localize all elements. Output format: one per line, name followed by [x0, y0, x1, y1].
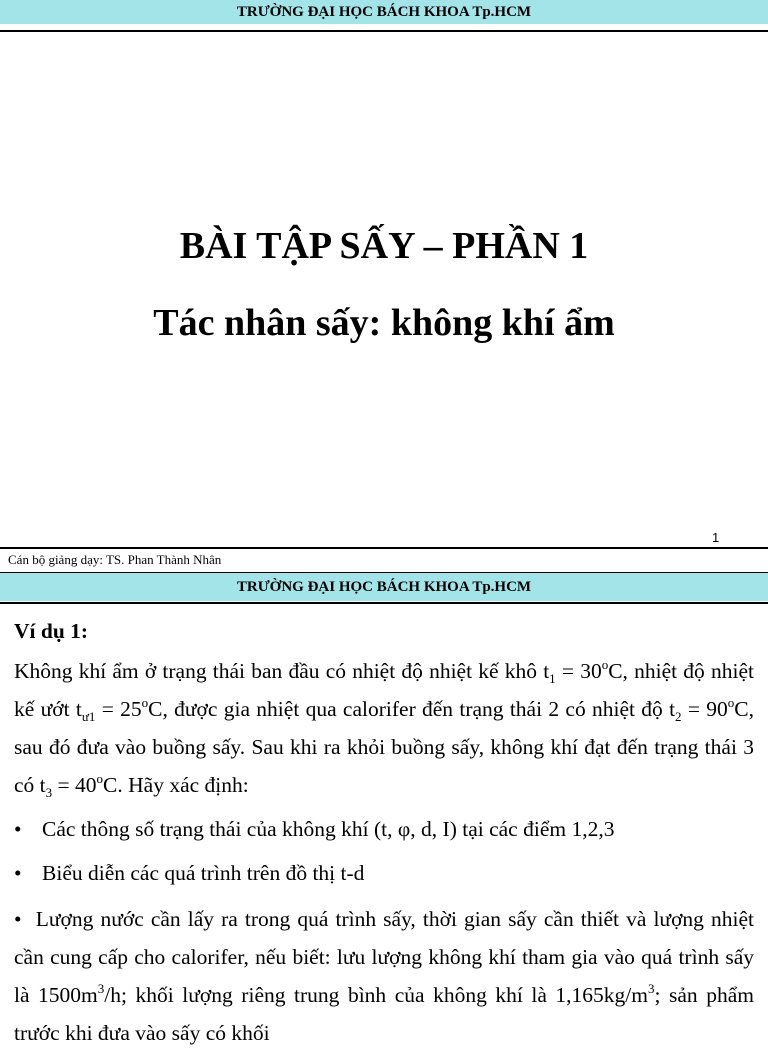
- bullet-text: Các thông số trạng thái của không khí (t, φ, d, I) tại các điểm 1,2,3: [42, 817, 615, 841]
- school-header: TRƯỜNG ĐẠI HỌC BÁCH KHOA Tp.HCM: [0, 0, 768, 24]
- bullet-item: [14, 810, 754, 848]
- header-divider: [0, 602, 768, 604]
- bullet-item: • Lượng nước cần lấy ra trong quá trình sấy, thời gian sấy cần thiết và lượng nhiệt cần cung cấp cho calorifer, nếu biết: lưu lượng không khí tham gia vào quá trình sấy là $1500m^3/h$; khối lượng riêng trung bình của không khí là $1,165kg/m^3$; sản phẩm trước khi đưa vào sấy có khối: [14, 907, 755, 1045]
- page-number: 1: [712, 530, 720, 545]
- slide-content: [14, 612, 754, 1052]
- bullet-icon: •: [14, 861, 22, 885]
- slide-title: BÀI TẬP SẤY – PHẦN 1: [179, 225, 589, 267]
- bullet-icon: •: [14, 907, 22, 931]
- school-header: TRƯỜNG ĐẠI HỌC BÁCH KHOA Tp.HCM: [0, 572, 768, 601]
- header-divider: [0, 30, 768, 32]
- lecturer-footer: Cán bộ giảng dạy: TS. Phan Thành Nhân: [8, 552, 222, 567]
- example-slide: [0, 572, 768, 1045]
- footer-divider: [0, 547, 768, 549]
- problem-statement: Không khí ẩm ở trạng thái ban đầu có nhiệt độ nhiệt kế khô $t_1 = 30^oC$, nhiệt độ nhiệt kế ướt $t_{ư1} = 25^oC$, được gia nhiệt qua calorifer đến trạng thái 2 có nhiệt độ $t_2 = 90^oC$, sau đó đưa vào buồng sấy. Sau khi ra khỏi buồng sấy, không khí đạt đến trạng thái 3 có $t_3 = 40^oC$. Hãy xác định:: [14, 657, 754, 800]
- bullet-item: [14, 854, 754, 892]
- example-title: Ví dụ 1:: [14, 619, 89, 643]
- slide-subtitle: Tác nhân sấy: không khí ẩm: [153, 302, 615, 344]
- bullet-text: Biểu diễn các quá trình trên đồ thị t-d: [42, 861, 365, 885]
- bullet-icon: •: [14, 817, 22, 841]
